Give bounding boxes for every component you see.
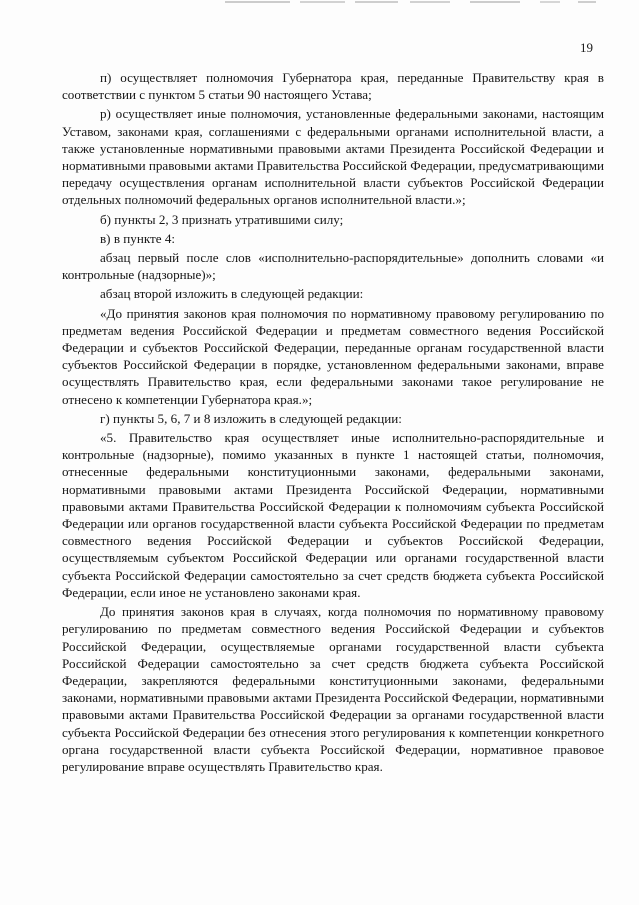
paragraph-abzac-2: абзац второй изложить в следующей редакции: bbox=[100, 286, 364, 302]
paragraph-item-b: б) пункты 2, 3 признать утратившими силу; bbox=[100, 211, 344, 227]
paragraph-item-r: р) осуществляет иные полномочия, установленные федеральными законами, настоящим Уставом, законами края, соглашениями с федеральными органами исполнительной власти, а также установленные нормативными правовыми актами Президента Российской Федерации и нормативными правовыми актами Правительства Российской Федерации, предусматривающими передачу осуществления органам исполнительной власти субъектов Российской Федерации отдельных полномочий федеральных органов исполнительной власти.»; bbox=[62, 106, 604, 208]
paragraph-abzac-1: абзац первый после слов «исполнительно-распорядительные» дополнить словами «и контрольные (надзорные)»; bbox=[62, 250, 604, 283]
paragraph-item-v: в) в пункте 4: bbox=[100, 230, 176, 246]
scan-edge-marks bbox=[0, 0, 639, 10]
paragraph-point-5: «5. Правительство края осуществляет иные исполнительно-распорядительные и контрольные (надзорные), помимо указанных в пункте 1 настоящей статьи, полномочия, отнесенные федеральными конституционными законами, федеральными законами, нормативными правовыми актами Президента Российской Федерации, нормативными правовыми актами Правительства Российской Федерации к полномочиям субъекта Российской Федерации или органов государственной власти субъекта Российской Федерации по предметам совместного ведения Российской Федерации и субъектов Российской Федерации, осуществляемым субъектом Российской Федерации или органами государственной власти субъекта Российской Федерации самостоятельно за счет средств бюджета субъекта Российской Федерации, если иное не установлено законами края. bbox=[62, 430, 604, 600]
paragraph-item-p: п) осуществляет полномочия Губернатора края, переданные Правительству края в соответствии с пунктом 5 статьи 90 настоящего Устава; bbox=[62, 70, 604, 103]
paragraph-quote-1: «До принятия законов края полномочия по нормативному правовому регулированию по предметам ведения Российской Федерации и предметам совместного ведения Российской Федерации и субъектов Российской Федерации, переданные органам государственной власти субъектов Российской Федерации в порядке, установленном федеральными законами, вправе осуществлять Правительство края, если федеральными законами такое регулирование не отнесено к компетенции Губернатора края.»; bbox=[62, 305, 604, 407]
paragraph-item-g: г) пункты 5, 6, 7 и 8 изложить в следующей редакции: bbox=[100, 410, 402, 426]
paragraph-point-5-cont: До принятия законов края в случаях, когда полномочия по нормативному правовому регулированию по предметам совместного ведения Российской Федерации и субъектов Российской Федерации, осуществляемые органами государственной власти субъекта Российской Федерации самостоятельно за счет средств бюджета субъекта Российской Федерации, закрепляются федеральными конституционными законами, федеральными законами, нормативными правовыми актами Президента Российской Федерации, нормативными правовыми актами Правительства Российской Федерации за органами государственной власти субъекта Российской Федерации без отнесения этого регулирования к компетенции конкретного органа государственной власти субъекта Российской Федерации, нормативное правовое регулирование вправе осуществлять Правительство края. bbox=[62, 604, 604, 774]
page-number: 19 bbox=[580, 40, 593, 55]
document-body bbox=[62, 69, 604, 775]
